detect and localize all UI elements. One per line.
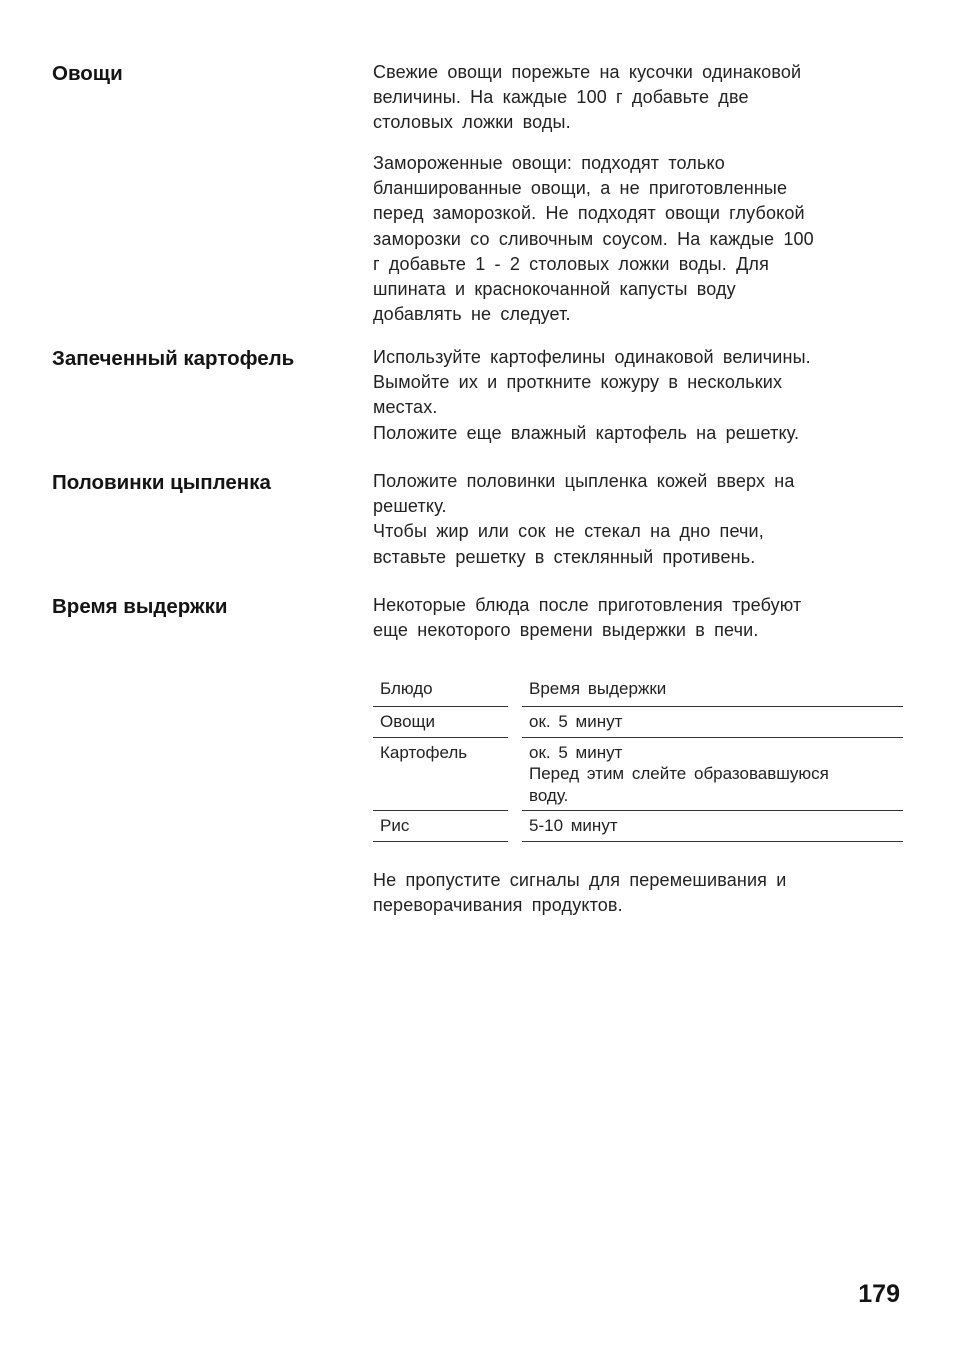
table-header-row <box>373 676 903 707</box>
text-line: вставьте решетку в стеклянный противень. <box>373 546 756 567</box>
page-number: 179 <box>858 1280 900 1308</box>
text-line: Не пропустите сигналы для перемешивания и <box>373 870 787 890</box>
holding-time-paragraph <box>373 593 908 643</box>
text-line: решетку. <box>373 496 447 517</box>
text-line: бланшированные овощи, а не приготовленные <box>373 178 788 199</box>
text-line: Замороженные овощи: подходят только <box>373 153 725 173</box>
section-heading-vegetables: Овощи <box>52 62 123 85</box>
column-header-dish: Блюдо <box>373 676 508 707</box>
section-heading-baked-potatoes: Запеченный картофель <box>52 347 295 370</box>
text-line: переворачивания продуктов. <box>373 895 623 916</box>
table-row <box>373 811 903 842</box>
text-line: шпината и краснокочанной капусты воду <box>373 279 736 300</box>
text-line: еще некоторого времени выдержки в печи. <box>373 620 759 641</box>
text-line: Используйте картофелины одинаковой величины. <box>373 347 811 367</box>
time-cell <box>522 738 903 812</box>
time-line: ок. 5 минут <box>529 712 623 731</box>
text-line: добавлять не следует. <box>373 304 571 325</box>
closing-note <box>373 868 908 918</box>
vegetables-fresh-paragraph <box>373 60 908 136</box>
dish-cell: Рис <box>373 811 508 842</box>
holding-time-table <box>373 676 903 842</box>
text-line: Положите половинки цыпленка кожей вверх на <box>373 471 795 491</box>
text-line: величины. На каждые 100 г добавьте две <box>373 87 749 108</box>
text-line: г добавьте 1 - 2 столовых ложки воды. Для <box>373 253 769 274</box>
text-line: Некоторые блюда после приготовления требуют <box>373 595 802 615</box>
chicken-halves-paragraph <box>373 469 908 570</box>
text-line: столовых ложки воды. <box>373 112 571 133</box>
section-heading-holding-time: Время выдержки <box>52 595 228 618</box>
time-line: ок. 5 минут <box>529 742 623 762</box>
text-line: перед заморозкой. Не подходят овощи глубокой <box>373 203 805 224</box>
dish-cell: Картофель <box>373 738 508 812</box>
column-header-holding-time: Время выдержки <box>522 676 903 707</box>
time-cell <box>522 707 903 738</box>
baked-potatoes-paragraph <box>373 345 908 446</box>
time-line: воду. <box>529 785 569 805</box>
text-line: Свежие овощи порежьте на кусочки одинаковой <box>373 62 802 82</box>
dish-cell: Овощи <box>373 707 508 738</box>
time-line: 5-10 минут <box>529 816 618 835</box>
section-heading-chicken-halves: Половинки цыпленка <box>52 471 271 494</box>
time-line: Перед этим слейте образовавшуюся <box>529 764 829 783</box>
table-row <box>373 707 903 738</box>
text-line: местах. <box>373 397 438 418</box>
time-cell <box>522 811 903 842</box>
text-line: заморозки со сливочным соусом. На каждые 100 <box>373 228 814 249</box>
text-line: Вымойте их и проткните кожуру в нескольких <box>373 372 783 393</box>
vegetables-frozen-paragraph <box>373 151 908 327</box>
text-line: Положите еще влажный картофель на решетку. <box>373 422 800 443</box>
text-line: Чтобы жир или сок не стекал на дно печи, <box>373 521 764 542</box>
table-row <box>373 738 903 812</box>
